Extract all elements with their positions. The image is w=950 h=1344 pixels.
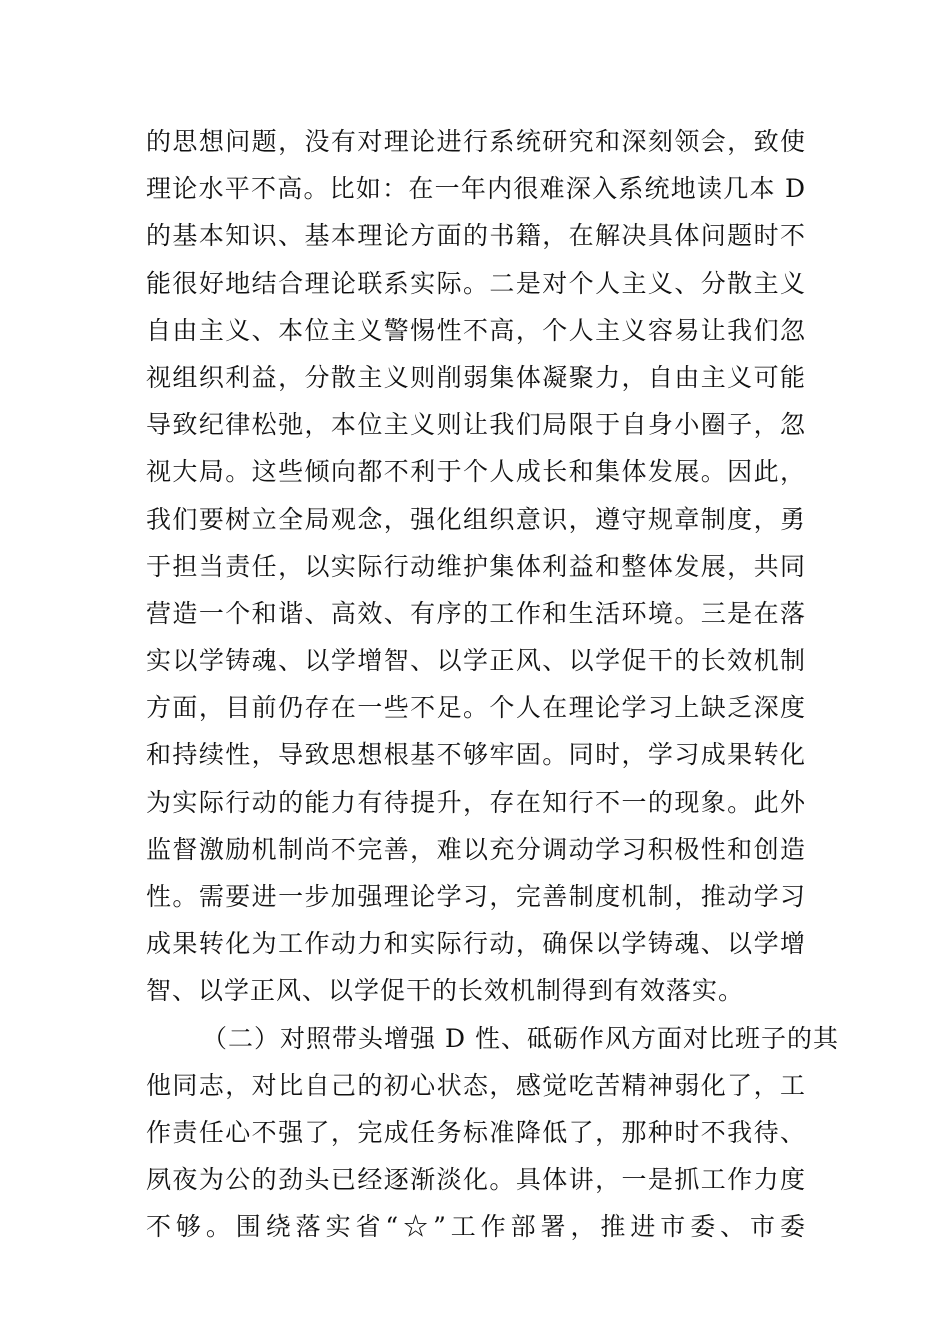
text-line: 方面，目前仍存在一些不足。个人在理论学习上缺乏深度 — [146, 693, 806, 723]
text-line: 导致纪律松弛，本位主义则让我们局限于自身小圈子，忽 — [146, 410, 806, 440]
text-line: 不够。围绕落实省“☆”工作部署，推进市委、市委 — [146, 1212, 806, 1242]
text-line: 监督激励机制尚不完善，难以充分调动学习积极性和创造 — [146, 834, 806, 864]
text-line: 营造一个和谐、高效、有序的工作和生活环境。三是在落 — [146, 598, 806, 628]
text-line: 他同志，对比自己的初心状态，感觉吃苦精神弱化了，工 — [146, 1070, 806, 1100]
section-heading-line: （二）对照带头增强 D 性、砥砺作风方面对比班子的其 — [202, 1023, 839, 1053]
text-line: 夙夜为公的劲头已经逐渐淡化。具体讲，一是抓工作力度 — [146, 1165, 806, 1195]
text-line: 于担当责任，以实际行动维护集体利益和整体发展，共同 — [146, 551, 806, 581]
text-line: 视大局。这些倾向都不利于个人成长和集体发展。因此， — [146, 457, 806, 487]
body-text — [146, 118, 839, 1251]
text-line: 视组织利益，分散主义则削弱集体凝聚力，自由主义可能 — [146, 362, 806, 392]
text-line: 理论水平不高。比如：在一年内很难深入系统地读几本 D — [146, 174, 806, 204]
text-line: 为实际行动的能力有待提升，存在知行不一的现象。此外 — [146, 787, 806, 817]
text-line: 成果转化为工作动力和实际行动，确保以学铸魂、以学增 — [146, 929, 806, 959]
text-line: 作责任心不强了，完成任务标准降低了，那种时不我待、 — [146, 1117, 806, 1147]
text-line: 的基本知识、基本理论方面的书籍，在解决具体问题时不 — [146, 221, 806, 251]
text-line: 实以学铸魂、以学增智、以学正风、以学促干的长效机制 — [146, 646, 806, 676]
text-line: 性。需要进一步加强理论学习，完善制度机制，推动学习 — [146, 882, 806, 911]
text-line: 我们要树立全局观念，强化组织意识，遵守规章制度，勇 — [146, 504, 806, 534]
text-line: 智、以学正风、以学促干的长效机制得到有效落实。 — [146, 976, 745, 1006]
text-line: 能很好地结合理论联系实际。二是对个人主义、分散主义 — [146, 268, 806, 298]
text-line: 和持续性，导致思想根基不够牢固。同时，学习成果转化 — [146, 740, 806, 770]
text-line: 自由主义、本位主义警惕性不高，个人主义容易让我们忽 — [146, 315, 806, 345]
text-line: 的思想问题，没有对理论进行系统研究和深刻领会，致使 — [146, 127, 806, 156]
